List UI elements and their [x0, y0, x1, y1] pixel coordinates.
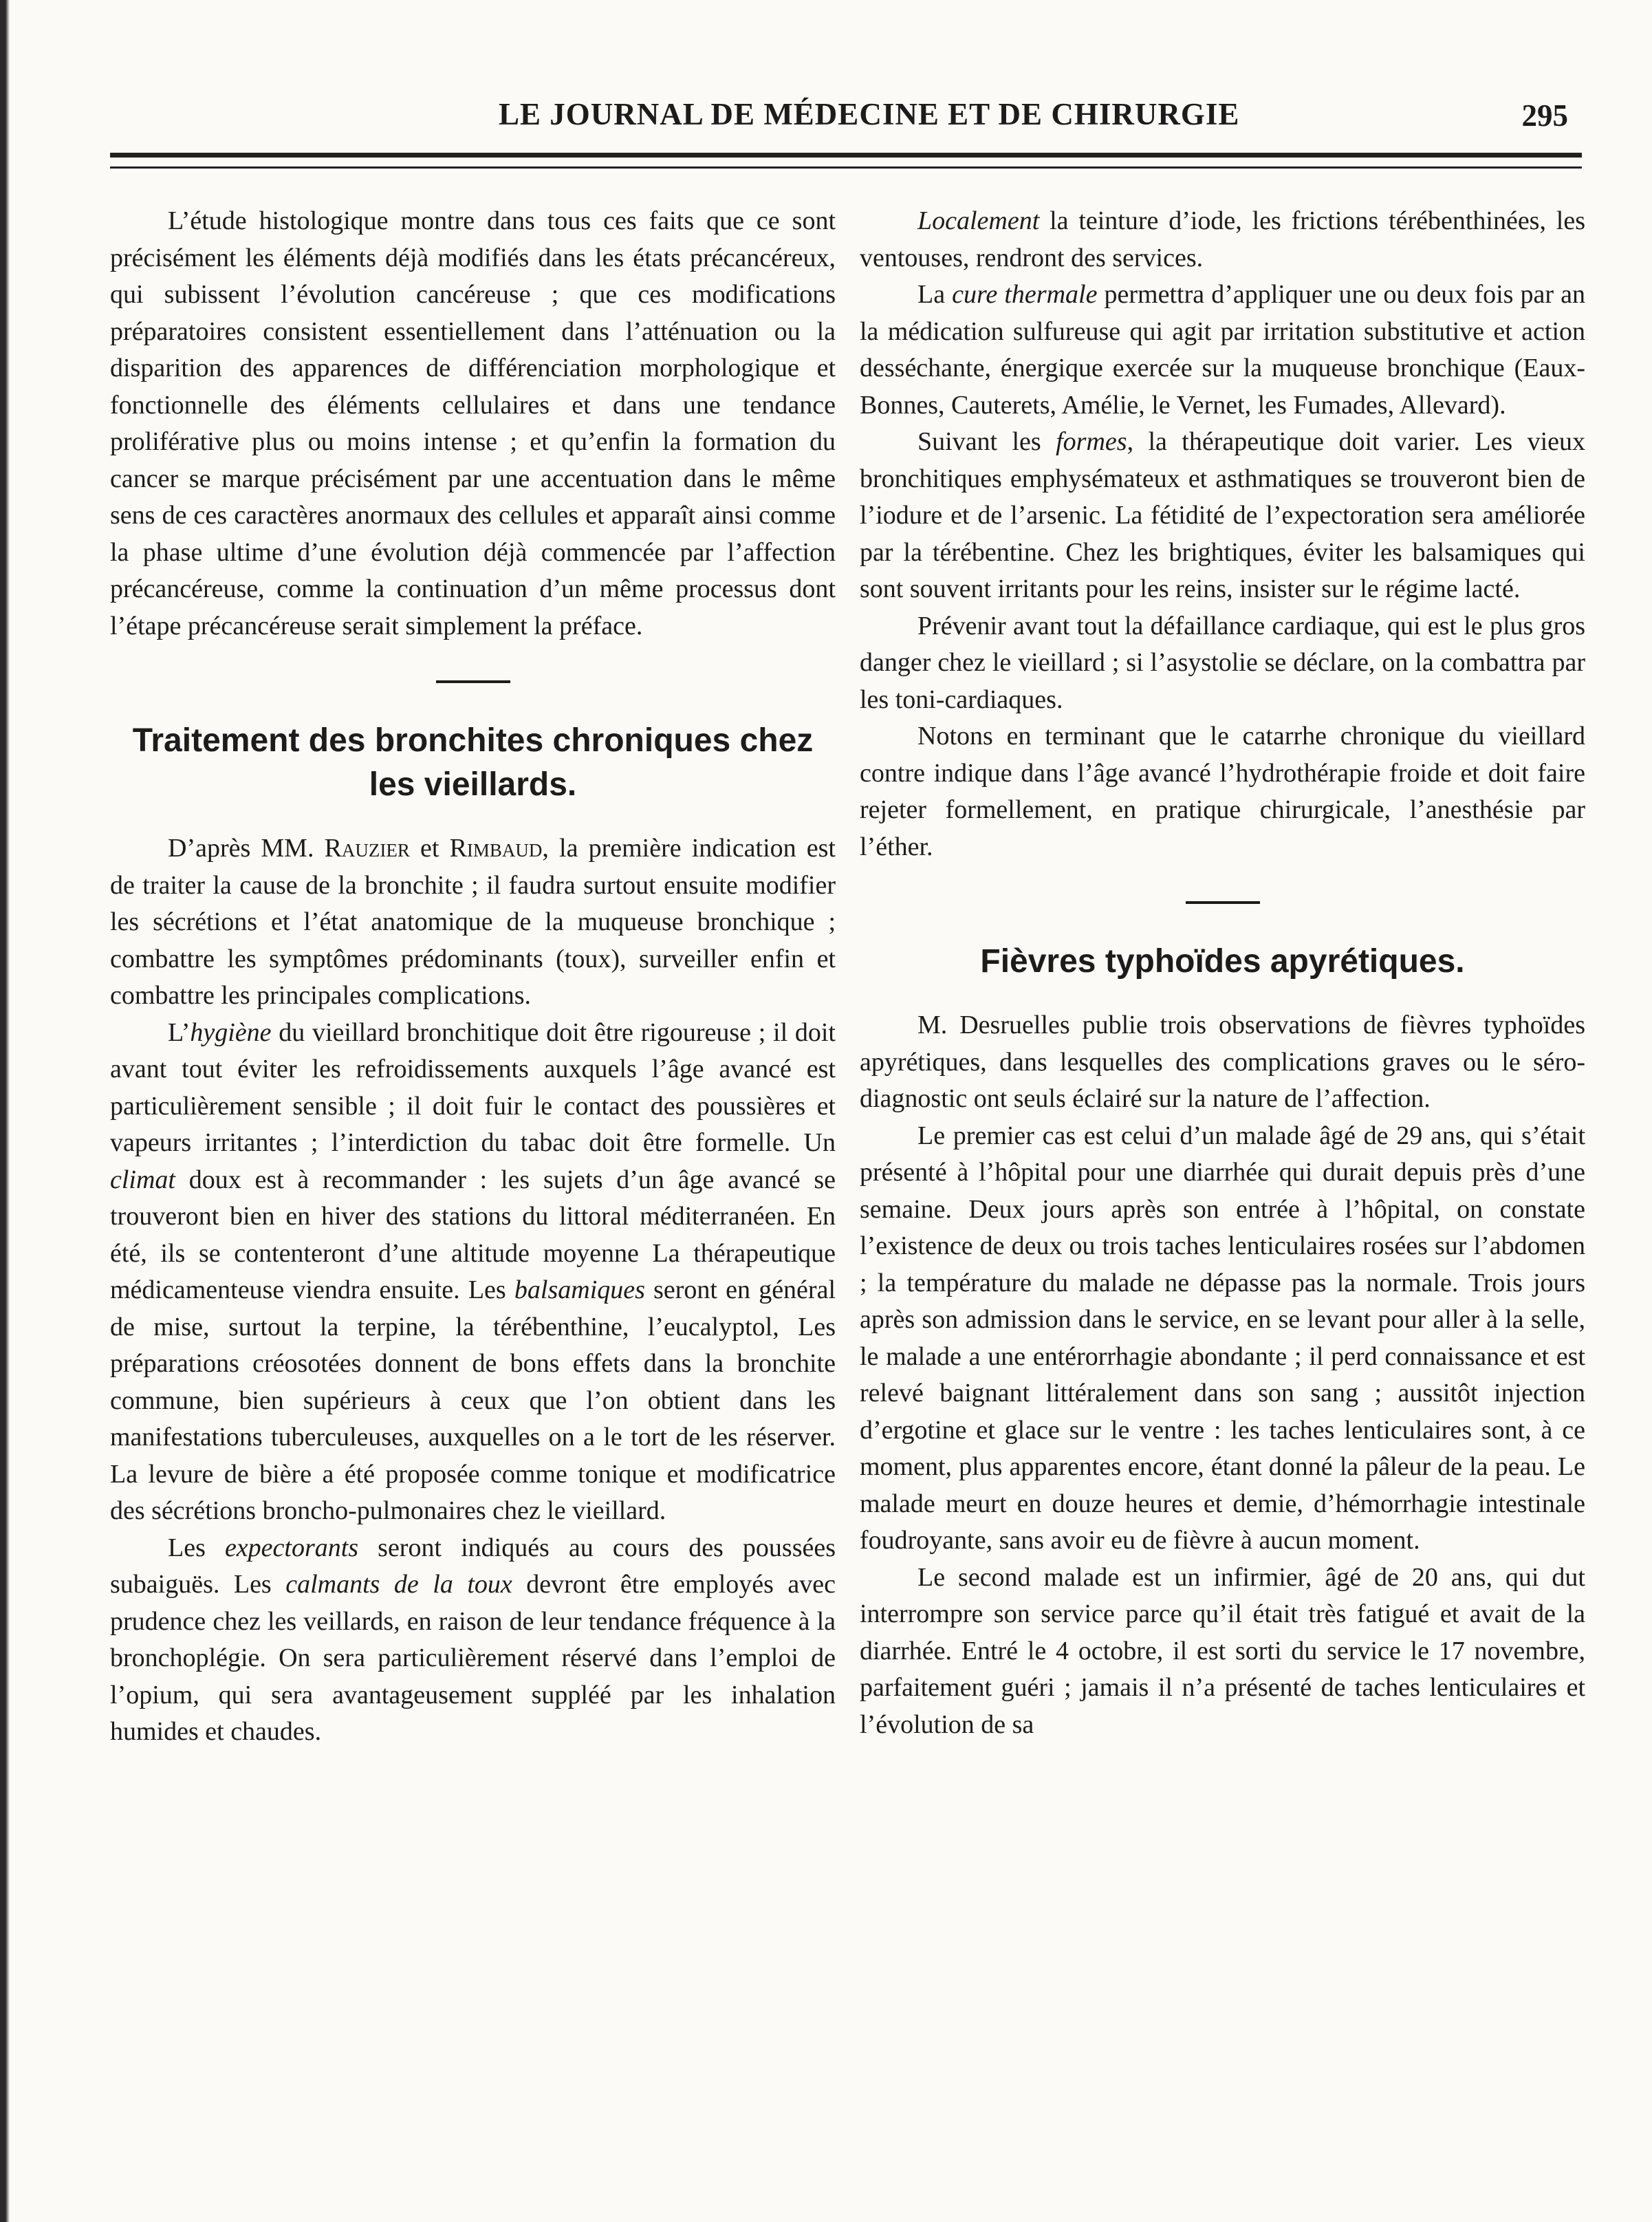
text-run: permettra d’appliquer une ou deux fois par an la médication sulfureuse qui agit par irritation substitutive et action desséchante, énergique exercée sur la muqueuse bronchique (Eaux-Bonnes, Cauterets, Amélie, le Vernet, les Fumades, Allevard).: [860, 280, 1585, 420]
emphasis: Localement: [917, 206, 1040, 235]
section-separator: [436, 680, 510, 683]
header-rule-thick: [110, 153, 1582, 158]
emphasis: cure thermale: [952, 280, 1098, 309]
paragraph-premier-cas: Le premier cas est celui d’un malade âgé de 29 ans, qui s’était présenté à l’hôpital pour une diarrhée qui durait depuis près d’une semaine. Deux jours après son entrée à l’hôpital, on constate l’existence de deux ou trois taches lenticulaires rosées sur l’abdomen ; la température du malade ne dépasse pas la normale. Trois jours après son admission dans le service, en se levant pour aller à la selle, le malade a une entérorrhagie abondante ; il perd connaissance et est relevé baignant littéralement dans son sang ; aussitôt injection d’ergotine et glace sur le ventre : les taches lenticulaires sont, à ce moment, plus apparentes encore, étant donné la pâleur de la peau. Le malade meurt en douze heures et demie, d’hémorrhagie intestinale foudroyante, sans avoir eu de fièvre à aucun moment.: [860, 1121, 1585, 1555]
text-run: Suivant les: [917, 427, 1056, 456]
page-number: 295: [1521, 98, 1568, 133]
article-title-bronchites: Traitement des bronchites chroniques chez les vieillards.: [132, 722, 814, 803]
emphasis: calmants de la toux: [285, 1570, 512, 1599]
emphasis: hygiène: [190, 1017, 272, 1047]
text-run: L’: [168, 1017, 191, 1047]
author-name: Rimbaud: [449, 834, 543, 863]
paragraph-expectorants: [110, 1530, 836, 1751]
text-run: D’après MM.: [168, 834, 325, 863]
text-run: , la thérapeutique doit varier. Les vieux bronchitiques emphysémateux et asthmatiques se trouveront bien de l’iodure et de l’arsenic. La fétidité de l’expectoration sera améliorée par la térébentine. Chez les brightiques, éviter les balsamiques qui sont souvent irritants pour les reins, insister sur le régime lacté.: [860, 427, 1586, 603]
text-run: seront en général de mise, surtout la terpine, la térébenthine, l’eucalyptol, Les préparations créosotées donnent de bons effets dans la bronchite commune, bien supérieurs à ceux que l’on obtient dans les manifestations tuberculeuses, auxquelles on a le tort de les réserver. La levure de bière a été proposée comme tonique et modificatrice des sécrétions broncho-pulmonaires chez le vieillard.: [110, 1275, 836, 1525]
paragraph-second-malade: Le second malade est un infirmier, âgé de 20 ans, qui dut interrompre son service parce qu’il était très fatigué et avait de la diarrhée. Entré le 4 octobre, il est sorti du service le 17 novembre, parfaitement guéri ; jamais il n’a présenté de taches lenticulaires et l’évolution de sa: [860, 1562, 1585, 1739]
paragraph-desruelles: M. Desruelles publie trois observations de fièvres typhoïdes apyrétiques, dans lesquelles des complications graves ou le séro-diagnostic ont seuls éclairé sur la nature de l’affection.: [860, 1011, 1585, 1113]
intro-paragraph: L’étude histologique montre dans tous ces faits que ce sont précisément les éléments déjà modifiés dans les états précancéreux, qui subissent l’évolution cancéreuse ; que ces modifications préparatoires consistent essentiellement dans l’atténuation ou la disparition des apparences de différenciation morphologique et fonctionnelle des éléments cellulaires et dans une tendance proliférative plus ou moins intense ; et qu’enfin la formation du cancer se marque précisément par une accentuation dans le même sens de ces caractères anormaux des cellules et apparaît ainsi comme la phase ultime d’une évolution déjà commencée par l’affection précancéreuse, comme la continuation d’un même processus dont l’étape précancéreuse serait simplement la préface.: [110, 206, 836, 640]
paragraph-formes: [860, 424, 1585, 608]
journal-title: LE JOURNAL DE MÉDECINE ET DE CHIRURGIE: [499, 97, 1240, 131]
text-run: seront indiqués au cours des poussées subaiguës. Les: [110, 1533, 836, 1599]
paragraph-defaillance: Prévenir avant tout la défaillance cardiaque, qui est le plus gros danger chez le vieillard ; si l’asystolie se déclare, on la combattra par les toni-cardiaques.: [860, 611, 1585, 714]
emphasis: climat: [110, 1165, 175, 1194]
text-run: doux est à recommander : les sujets d’un âge avancé se trouveront bien en hiver des stations du littoral méditerranéen. En été, ils se contenteront d’une altitude moyenne La thérapeutique médicamenteuse viendra ensuite. Les: [110, 1165, 836, 1304]
article-title-typhoides: Fièvres typhoïdes apyrétiques.: [980, 943, 1465, 980]
text-run: Les: [168, 1533, 225, 1562]
paragraph-localement: [860, 203, 1585, 277]
paragraph-catarrhe: Notons en terminant que le catarrhe chronique du vieillard contre indique dans l’âge avancé l’hydrothérapie froide et doit faire rejeter formellement, en pratique chirurgicale, l’anesthésie par l’éther.: [860, 722, 1585, 861]
text-run: du vieillard bronchitique doit être rigoureuse ; il doit avant tout éviter les refroidissements auxquels l’âge avancé est particulièrement sensible ; il doit fuir le contact des poussières et vapeurs irritantes ; l’interdiction du tabac doit être formelle. Un: [110, 1017, 836, 1157]
emphasis: formes: [1056, 427, 1127, 456]
emphasis: balsamiques: [514, 1275, 645, 1304]
text-run: , la première indication est de traiter la cause de la bronchite ; il faudra surtout ensuite modifier les sécrétions et l’état anatomique de la muqueuse bronchique ; combattre les symptômes prédominants (toux), surveiller enfin et combattre les principales complications.: [110, 834, 836, 1010]
paragraph-indication: [110, 830, 836, 1015]
emphasis: expectorants: [224, 1533, 359, 1562]
right-column: [860, 203, 1585, 1743]
author-name: Rauzier: [324, 834, 410, 863]
left-column: [110, 203, 836, 1751]
text-run: devront être employés avec prudence chez les veillards, en raison de leur tendance fréquence à la bronchoplégie. On sera particulièrement réservé dans l’emploi de l’opium, qui sera avantageusement suppléé par les inhalation humides et chaudes.: [110, 1570, 836, 1746]
running-header: [103, 96, 1582, 138]
section-separator: [1186, 901, 1260, 904]
text-run: la teinture d’iode, les frictions térébenthinées, les ventouses, rendront des services.: [860, 206, 1585, 272]
header-rule-thin: [110, 166, 1582, 169]
paragraph-hygiene: [110, 1015, 836, 1530]
binding-edge: [0, 0, 43, 2222]
journal-page: [103, 0, 1586, 2222]
text-run: La: [917, 280, 953, 309]
text-run: et: [409, 834, 450, 863]
paragraph-cure-thermale: [860, 277, 1585, 424]
